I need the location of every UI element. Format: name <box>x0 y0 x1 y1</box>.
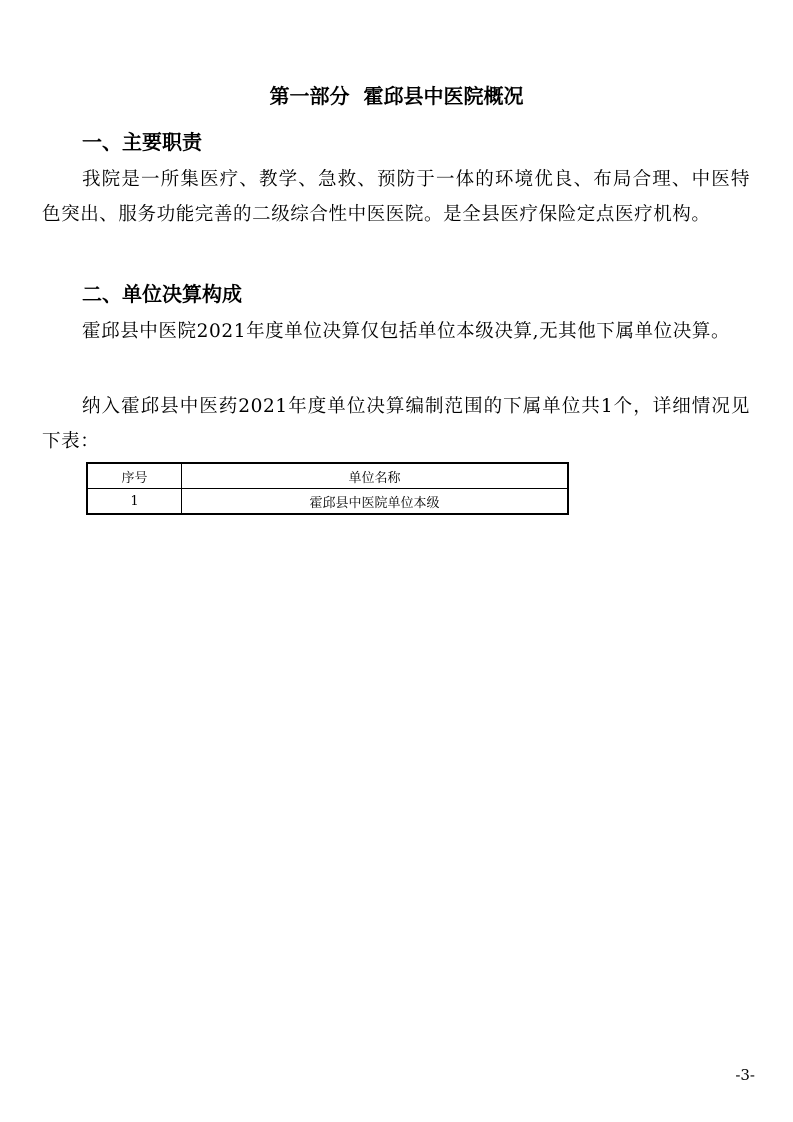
section-heading-main-duties: 一、主要职责 <box>82 130 202 154</box>
main-duties-paragraph: 我院是一所集医疗、教学、急救、预防于一体的环境优良、布局合理、中医特色突出、服务功能完善的二级综合性中医医院。是全县医疗保险定点医疗机构。 <box>42 169 750 225</box>
column-header-index: 序号 <box>87 463 182 489</box>
budget-composition-paragraph-2: 纳入霍邱县中医药2021年度单位决算编制范围的下属单位共1个，详细情况见下表： <box>42 396 750 452</box>
page-number: -3- <box>735 1066 755 1084</box>
column-header-unit-name: 单位名称 <box>182 463 569 489</box>
units-table-header-row <box>87 463 568 489</box>
row-unit-name-cell: 霍邱县中医院单位本级 <box>182 489 569 515</box>
section-heading-budget-composition: 二、单位决算构成 <box>82 282 242 306</box>
page-title: 第一部分 霍邱县中医院概况 <box>269 84 524 108</box>
table-row <box>87 489 568 515</box>
budget-composition-paragraph-1: 霍邱县中医院2021年度单位决算仅包括单位本级决算,无其他下属单位决算。 <box>82 321 731 342</box>
units-table <box>86 462 569 515</box>
row-index-cell: 1 <box>87 489 182 515</box>
